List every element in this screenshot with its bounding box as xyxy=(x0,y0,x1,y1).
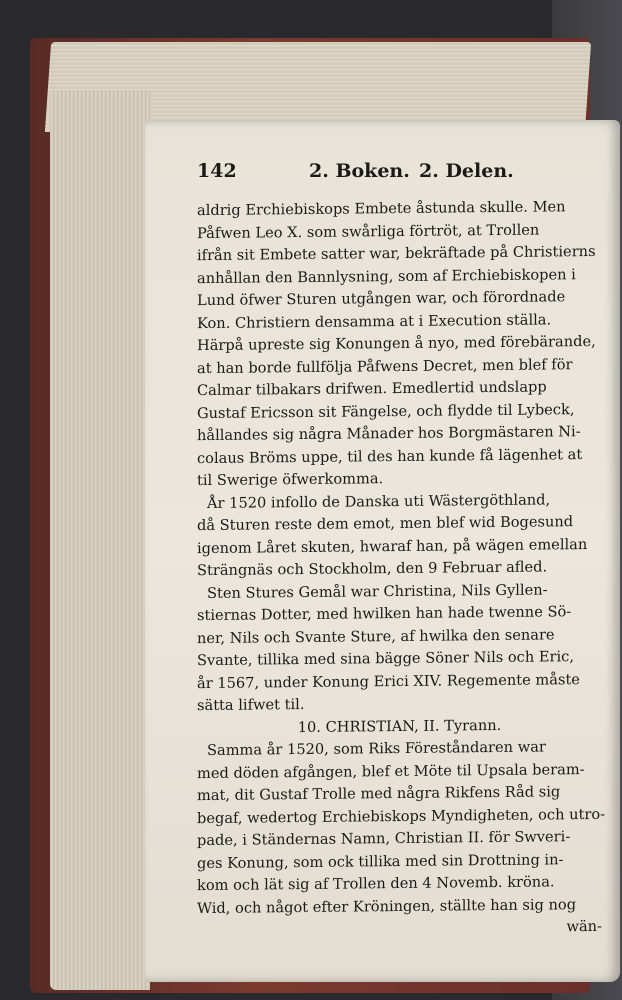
book-label: 2. Boken. xyxy=(309,160,410,182)
text-line: Samma år 1520, som Riks Föreståndaren war xyxy=(207,738,546,760)
text-line: Kon. Christiern densamma at i Execution ställa. xyxy=(197,310,552,332)
text-line: mat, dit Gustaf Trolle med några Rikfens Råd sig xyxy=(197,783,561,805)
part-label: 2. Delen. xyxy=(419,160,514,182)
text-line: anhållan den Bannlysning, som af Erchiebiskopen i xyxy=(197,265,576,287)
text-line: aldrig Erchiebiskops Embete åstunda skulle. Men xyxy=(197,198,566,220)
text-line: Lund öfwer Sturen utgången war, och förordnade xyxy=(197,288,566,310)
open-book xyxy=(30,30,620,990)
text-line: Påfwen Leo X. som swårliga förtröt, at Trollen xyxy=(197,221,540,242)
running-header xyxy=(197,160,597,190)
text-line: Svante, tillika med sina bägge Söner Nils och Eric, xyxy=(197,648,574,670)
text-line: begaf, wedertog Erchiebiskops Myndigheten, och utro- xyxy=(197,805,606,827)
page-number: 142 xyxy=(197,160,237,182)
section-heading: 10. CHRISTIAN, II. Tyrann. xyxy=(297,716,502,736)
text-line: ges Konung, som ock tillika med sin Drottning in- xyxy=(197,850,564,872)
text-line: kom och lät sig af Trollen den 4 Novemb. kröna. xyxy=(197,873,555,895)
text-line: at han borde fullfölja Påfwens Decret, men blef för xyxy=(197,355,573,377)
text-line: colaus Bröms uppe, til des han kunde få lägenhet at xyxy=(197,445,583,467)
text-line: med döden afgången, blef et Möte til Upsala beram- xyxy=(197,760,585,782)
body-text xyxy=(197,196,606,943)
text-line: igenom Låret skuten, hwaraf han, på wägen emellan xyxy=(197,535,588,557)
text-line: Strängnäs och Stockholm, den 9 Februar afled. xyxy=(197,558,548,580)
text-line: ifrån sit Embete satter war, bekräftade på Christierns xyxy=(197,242,596,265)
text-line: Sten Stures Gemål war Christina, Nils Gyllen- xyxy=(207,580,548,602)
text-line: år 1567, under Konung Erici XIV. Regemente måste xyxy=(197,670,580,692)
text-line: stiernas Dotter, med hwilken han hade twenne Sö- xyxy=(197,603,572,625)
text-line: sätta lifwet til. xyxy=(197,695,305,715)
text-line: hållandes sig några Månader hos Borgmästaren Ni- xyxy=(197,423,581,445)
book-page xyxy=(145,120,620,982)
text-line: Härpå upreste sig Konungen å nyo, med förebärande, xyxy=(197,332,596,355)
text-line: Calmar tilbakars drifwen. Emedlertid undslapp xyxy=(197,378,547,400)
text-line: Wid, och något efter Kröningen, ställte han sig nog xyxy=(197,895,577,917)
text-line: til Swerige öfwerkomma. xyxy=(197,470,384,490)
text-line: ner, Nils och Svante Sture, af hwilka den senare xyxy=(197,625,555,647)
text-line: då Sturen reste dem emot, men blef wid Bogesund xyxy=(197,513,574,535)
text-line: År 1520 infollo de Danska uti Wästergöthland, xyxy=(207,490,551,512)
text-line: Gustaf Ericsson sit Fängelse, och flydde til Lybeck, xyxy=(197,400,575,422)
catchword: wän- xyxy=(566,917,602,936)
text-line: pade, i Ständernas Namn, Christian II. för Swveri- xyxy=(197,828,571,850)
page-edges-side xyxy=(50,90,150,990)
